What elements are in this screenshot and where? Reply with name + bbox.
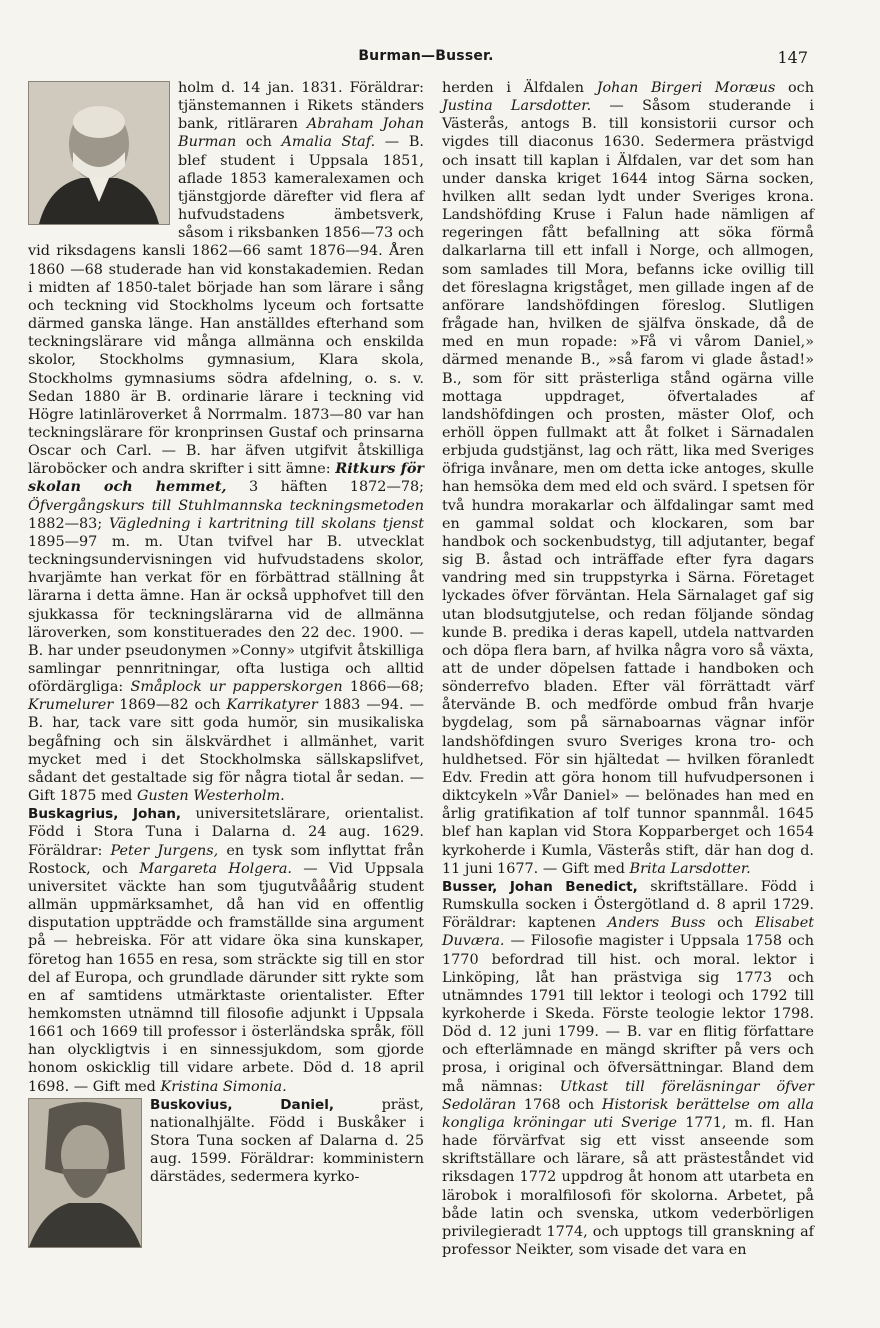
entry-buskagrius: Buskagrius, Johan, universitetslärare, orientalist. Född i Stora Tuna i Dalarna d. 24 aug. 1629. Föräldrar: Peter Jurgens, en tysk som inflyttat från Rostock, och Margareta Holgera. — Vid Uppsala universitet väckte han som tjugutvååårig student allmän uppmärksamhet, då han vid en offentlig disputation uppträdde och framställde sina argument på — hebreiska. För att vidare öka sina kunskaper, företog han 1655 en resa, som sträckte sig till en stor del af Europa, och grundlade därunder sitt rykte som en af samtidens utmärktaste orientalister. Efter hemkomsten utnämnd till filosofie adjunkt i Uppsala 1661 och 1669 till professor i österländska språk, föll han olyckligtvis i en sinnessjukdom, som gjorde honom oskicklig till vidare arbete. Död d. 18 april 1698. — Gift med Kristina Simonia. xyxy=(28,806,424,1095)
page-number: 147 xyxy=(777,48,808,67)
portrait-burman xyxy=(28,81,170,225)
page-header xyxy=(30,44,822,74)
right-column xyxy=(442,79,814,1259)
entry-busser: Busser, Johan Benedict, skriftställare. Född i Rumskulla socken i Östergötland d. 8 april 1729. Föräldrar: kaptenen Anders Buss och Elisabet Duværa. — Filosofie magister i Uppsala 1758 och 1770 befordrad till hist. och moral. lektor i Linköping, låt han prästviga sig 1773 och utnämndes 1791 till lektor i teologi och 1792 till kyrkoherde i Skeda. Förste teologie lektor 1798. Död d. 12 juni 1799. — B. var en flitig författare och efterlämnade en mängd skrifter på vers och prosa, i original och öfversättningar. Bland dem må nämnas: Utkast till föreläsningar öfver Sedoläran 1768 och Historisk berättelse om alla kongliga kröningar uti Sverige 1771, m. fl. Han hade förvärfvat sig ett visst anseende som skriftställare och lärare, så att prästeståndet vid riksdagen 1772 uppdrog åt honom att utarbeta en lärobok i moralfilosofi för skolorna. Arbetet, på både latin och svenska, utkom vederbörligen privilegieradt 1774, och upptogs till granskning af professor Neikter, som visade det vara en xyxy=(442,878,815,1258)
portrait-buskovius xyxy=(28,1098,142,1248)
running-title: Burman—Busser. xyxy=(358,48,494,64)
left-column xyxy=(28,79,424,1250)
entry-buskovius-start: Buskovius, Daniel, präst, nationalhjälte. Född i Buskåker i Stora Tuna socken af Dalarna d. 25 aug. 1599. Föräldrar: komministern därstädes, sedermera kyrko- xyxy=(28,1096,424,1187)
entry-burman: holm d. 14 jan. 1831. Föräldrar: tjänstemannen i Rikets ständers bank, ritläraren Abraham Johan Burman och Amalia Staf. — B. blef student i Uppsala 1851, aflade 1853 kameralexamen och tjänstgjorde därefter vid flera af hufvudstadens ämbetsverk, såsom i riksbanken 1856—73 och vid riksdagens kansli 1862—66 samt 1876—94. Åren 1860 —68 studerade han vid konstakademien. Redan i midten af 1850-talet började han som lärare i sång och teckning vid Stockholms lyceum och fortsatte därmed ganska länge. Han anställdes efterhand som teckningslärare vid många allmänna och enskilda skolor, Stockholms gymnasium, Klara skola, Stockholms gymnasiums södra afdelning, o. s. v. Sedan 1880 är B. ordinarie lärare i teckning vid Högre latinläroverket å Norrmalm. 1873—80 var han teckningslärare för kronprinsen Gustaf och prinsarna Oscar och Carl. — B. har äfven utgifvit åtskilliga läroböcker och andra skrifter i sitt ämne: Ritkurs för skolan och hemmet, 3 häften 1872—78; Öfvergångskurs till Stuhlmannska teckningsmetoden 1882—83; Vägledning i kartritning till skolans tjenst 1895—97 m. m. Utan tvifvel har B. utvecklat teckningsundervisningen vid hufvudstadens skolor, hvarjämte han verkat för en förbättrad ställning åt lärarna i detta ämne. Han är också upphofvet till den sjukkassa för teckningslärarna vid de allmänna läroverken, som konstituerades den 22 dec. 1900. — B. har under pseudonymen »Conny» utgifvit åtskilliga samlingar pennritningar, ofta lustiga och alltid ofördärgliga: Småplock ur papperskorgen 1866—68; Krumelurer 1869—82 och Karrikatyrer 1883 —94. — B. har, tack vare sitt goda humör, sin musikaliska begåfning och sin älskvärdhet i allmänhet, varit mycket med i det Stockholmska sällskapslifvet, sådant det gestaltade sig för några tiotal år sedan. — Gift 1875 med Gusten Westerholm. xyxy=(28,80,425,805)
entry-buskovius-cont: herden i Älfdalen Johan Birgeri Moræus och Justina Larsdotter. — Såsom studerande i Västerås, antogs B. till konsistorii cursor och vigdes till diaconus 1630. Sedermera prästvigd och insatt till kaplan i Älfdalen, var det som han under danska kriget 1644 intog Särna socken, hvilken allt sedan lydt under Sveriges krona. Landshöfding Kruse i Falun hade nämligen af regeringen fått befallning att söka förmå dalkarlarna till ett infall i Norge, och allmogen, som samlades till Mora, befanns icke ovillig till det föreslagna krigståget, men gillade ingen af de anförare landshöfdingen föreslog. Slutligen frågade han, hvilken de själfva önskade, då de med en mun ropade: »Få vi vårom Daniel,» därmed menande B., »så farom vi glade åstad!» B., som för sitt prästerliga stånd ogärna ville mottaga uppdraget, öfvertalades af landshöfdingen och prosten, mäster Olof, och erhöll öppen fullmakt att åt folket i Särnadalen erbjuda gudstjänst, lag och rätt, lika med Sveriges öfriga invånare, men om detta icke antoges, skulle han hemsöka dem med eld och svärd. I spetsen för två hundra morakarlar och älfdalingar samt med en gammal soldat och klockaren, som bar handbok och sockenbudstyg, till adjutanter, begaf sig B. åstad och inträffade efter fyra dagars vandring med sin truppstyrka i Särna. Företaget lyckades öfver förväntan. Hela Särnalaget gaf sig utan blodsutgjutelse, och redan följande söndag kunde B. predika i deras kapell, utdela nattvarden och döpa flera barn, af hvilka några voro så växta, att de under döpelsen fattade i handboken och sönderrefvo bladen. Efter väl förrättadt värf återvände B. och medförde ombud från hvarje bygdelag, som på särnaboarnas vägnar inför landshöfdingen svuro Sveriges krona tro- och huldhetsed. För sin hjältedat — hvilken föranledt Edv. Fredin att göra honom till hufvudpersonen i diktcykeln »Vår Daniel» — belönades han med en årlig gratifikation af tolf tunnor spannmål. 1645 blef han kaplan vid Stora Kopparberget och 1654 kyrkoherde i Kumla, Västerås stift, där han dog d. 11 juni 1677. — Gift med Brita Larsdotter. xyxy=(442,80,814,877)
